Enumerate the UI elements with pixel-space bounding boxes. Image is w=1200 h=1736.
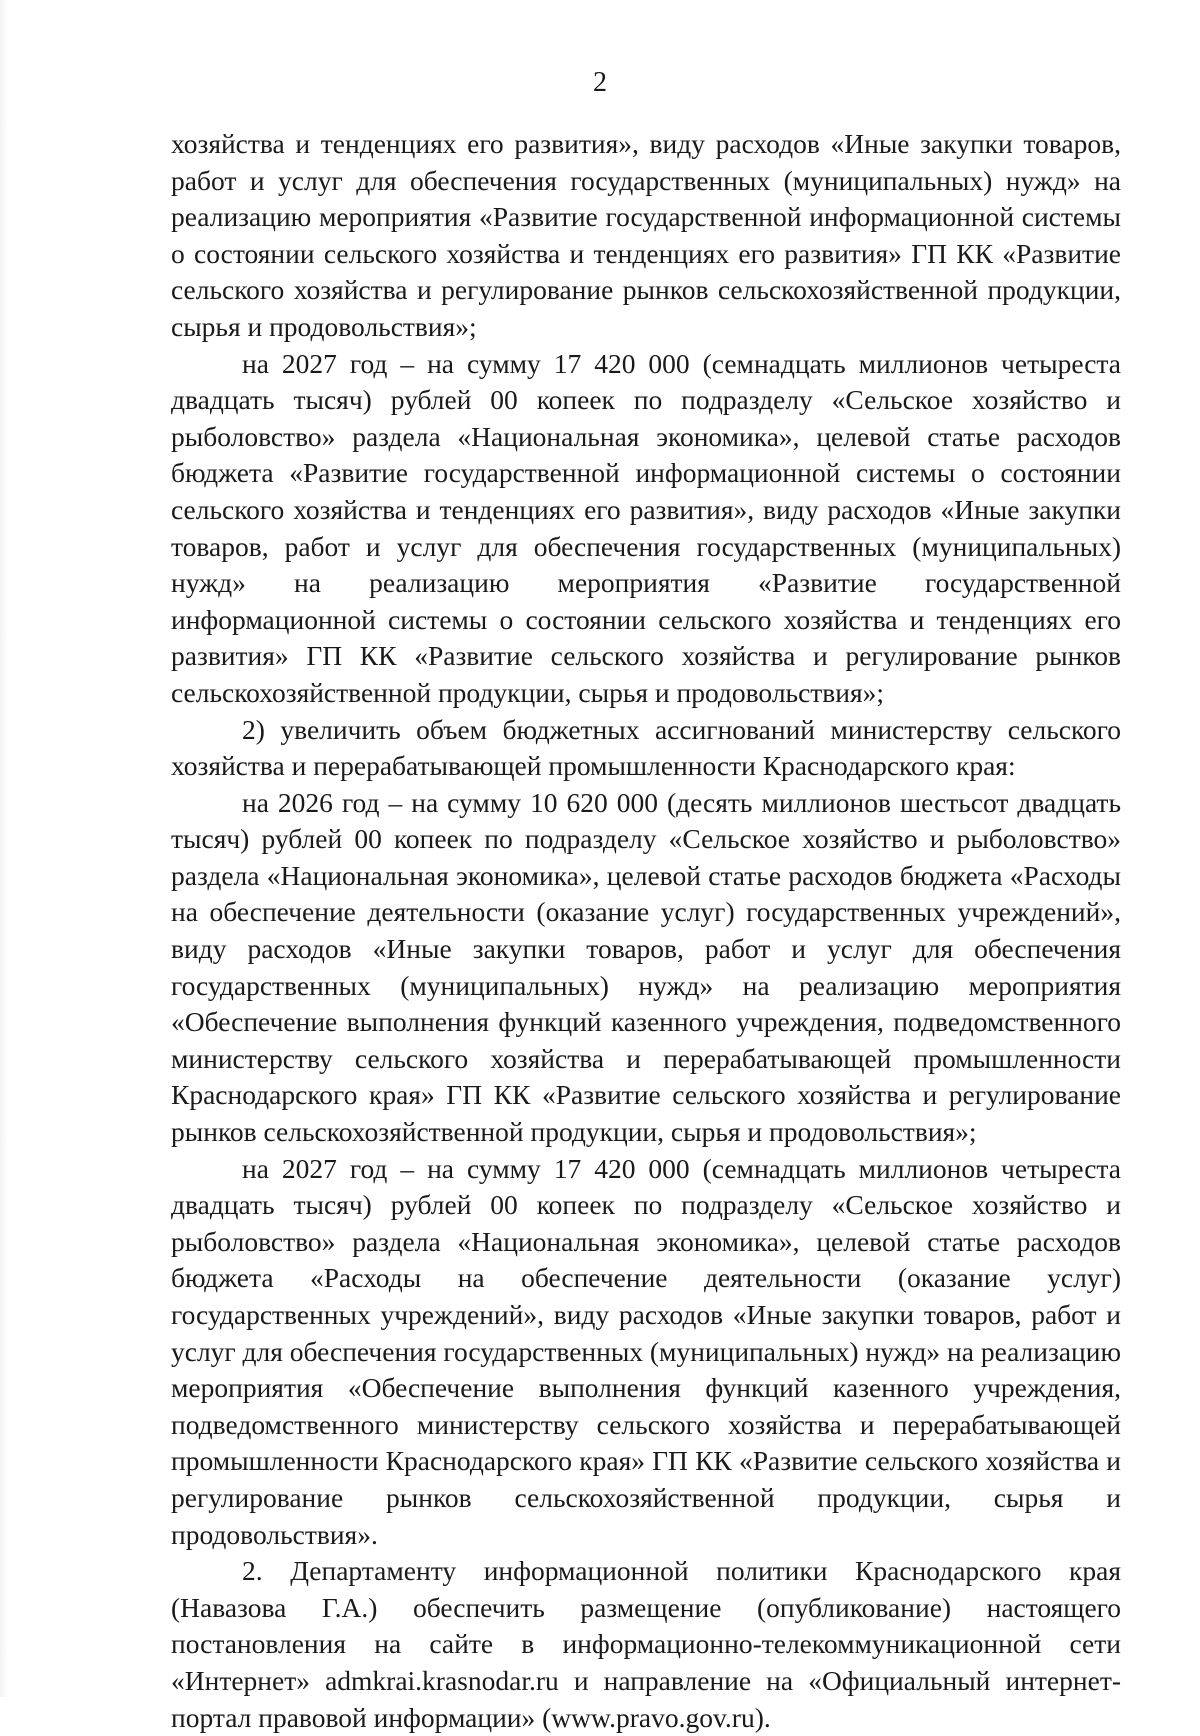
text-line: реализацию мероприятия «Развитие государственной информационной системы	[171, 201, 1121, 233]
text-line: «Обеспечение выполнения функций казенного учреждения, подведомственного	[171, 1006, 1121, 1038]
text-line: Краснодарского края» ГП КК «Развитие сельского хозяйства и регулирование	[171, 1079, 1121, 1111]
text-line: государственных учреждений», виду расходов «Иные закупки товаров, работ и	[171, 1299, 1121, 1330]
text-line: о состоянии сельского хозяйства и тенденциях его развития» ГП КК «Развитие	[171, 237, 1121, 269]
text-line: рынков сельскохозяйственной продукции, сырья и продовольствия»;	[171, 1116, 977, 1148]
text-line: подведомственного министерству сельского хозяйства и перерабатывающей	[171, 1408, 1121, 1440]
text-line: бюджета «Развитие государственной информационной системы о состоянии	[171, 457, 1121, 489]
text-line: работ и услуг для обеспечения государственных (муниципальных) нужд» на	[171, 164, 1121, 196]
text-line: промышленности Краснодарского края» ГП КК «Развитие сельского хозяйства и	[171, 1445, 1121, 1477]
text-line: хозяйства и перерабатывающей промышленности Краснодарского края:	[171, 750, 1016, 782]
text-line: на 2027 год – на сумму 17 420 000 (семнадцать миллионов четыреста	[242, 1152, 1121, 1184]
text-line: бюджета «Расходы на обеспечение деятельности (оказание услуг)	[171, 1262, 1121, 1294]
document-body	[171, 126, 1121, 1736]
text-line: государственных (муниципальных) нужд» на реализацию мероприятия	[171, 969, 1121, 1001]
text-line: мероприятия «Обеспечение выполнения функций казенного учреждения,	[171, 1372, 1121, 1404]
text-line: регулирование рынков сельскохозяйственной продукции, сырья и	[171, 1481, 1121, 1513]
text-line: «Интернет» admkrai.krasnodar.ru и направление на «Официальный интернет-	[171, 1664, 1121, 1696]
text-line: развития» ГП КК «Развитие сельского хозяйства и регулирование рынков	[171, 640, 1121, 672]
page-number: 2	[593, 67, 607, 98]
text-line: 2) увеличить объем бюджетных ассигнований министерству сельского	[242, 713, 1121, 745]
text-line: тысяч) рублей 00 копеек по подразделу «Сельское хозяйство и рыболовство»	[171, 823, 1121, 855]
text-line: хозяйства и тенденциях его развития», виду расходов «Иные закупки товаров,	[171, 128, 1121, 159]
text-line: (Навазова Г.А.) обеспечить размещение (опубликование) настоящего	[171, 1591, 1121, 1623]
text-line: 2. Департаменту информационной политики Краснодарского края	[242, 1555, 1121, 1587]
text-line: сырья и продовольствия»;	[171, 310, 477, 342]
text-line: раздела «Национальная экономика», целевой статье расходов бюджета «Расходы	[171, 859, 1121, 891]
text-line: на 2026 год – на сумму 10 620 000 (десять миллионов шестьсот двадцать	[242, 786, 1121, 818]
text-line: информационной системы о состоянии сельского хозяйства и тенденциях его	[171, 603, 1121, 635]
text-line: товаров, работ и услуг для обеспечения государственных (муниципальных)	[171, 530, 1121, 562]
text-line: услуг для обеспечения государственных (муниципальных) нужд» на реализацию	[171, 1336, 1121, 1367]
text-line: на обеспечение деятельности (оказание услуг) государственных учреждений»,	[171, 896, 1121, 928]
text-line: двадцать тысяч) рублей 00 копеек по подразделу «Сельское хозяйство и	[171, 384, 1121, 416]
text-line: сельскохозяйственной продукции, сырья и продовольствия»;	[171, 676, 885, 708]
text-line: министерству сельского хозяйства и перерабатывающей промышленности	[171, 1042, 1121, 1074]
text-line: рыболовство» раздела «Национальная экономика», целевой статье расходов	[171, 420, 1121, 452]
text-line: постановления на сайте в информационно-телекоммуникационной сети	[171, 1628, 1121, 1660]
text-line: виду расходов «Иные закупки товаров, работ и услуг для обеспечения	[171, 933, 1121, 965]
text-line: рыболовство» раздела «Национальная экономика», целевой статье расходов	[171, 1225, 1121, 1257]
text-line: двадцать тысяч) рублей 00 копеек по подразделу «Сельское хозяйство и	[171, 1189, 1121, 1221]
text-line: сельского хозяйства и регулирование рынков сельскохозяйственной продукции,	[171, 274, 1121, 306]
text-line: на 2027 год – на сумму 17 420 000 (семнадцать миллионов четыреста	[242, 347, 1121, 379]
text-line: продовольствия».	[171, 1518, 378, 1550]
text-line: нужд» на реализацию мероприятия «Развитие государственной	[171, 567, 1121, 599]
text-line: портал правовой информации» (www.pravo.gov.ru).	[171, 1701, 771, 1733]
text-line: сельского хозяйства и тенденциях его развития», виду расходов «Иные закупки	[171, 493, 1121, 525]
scan-edge	[0, 0, 8, 1697]
